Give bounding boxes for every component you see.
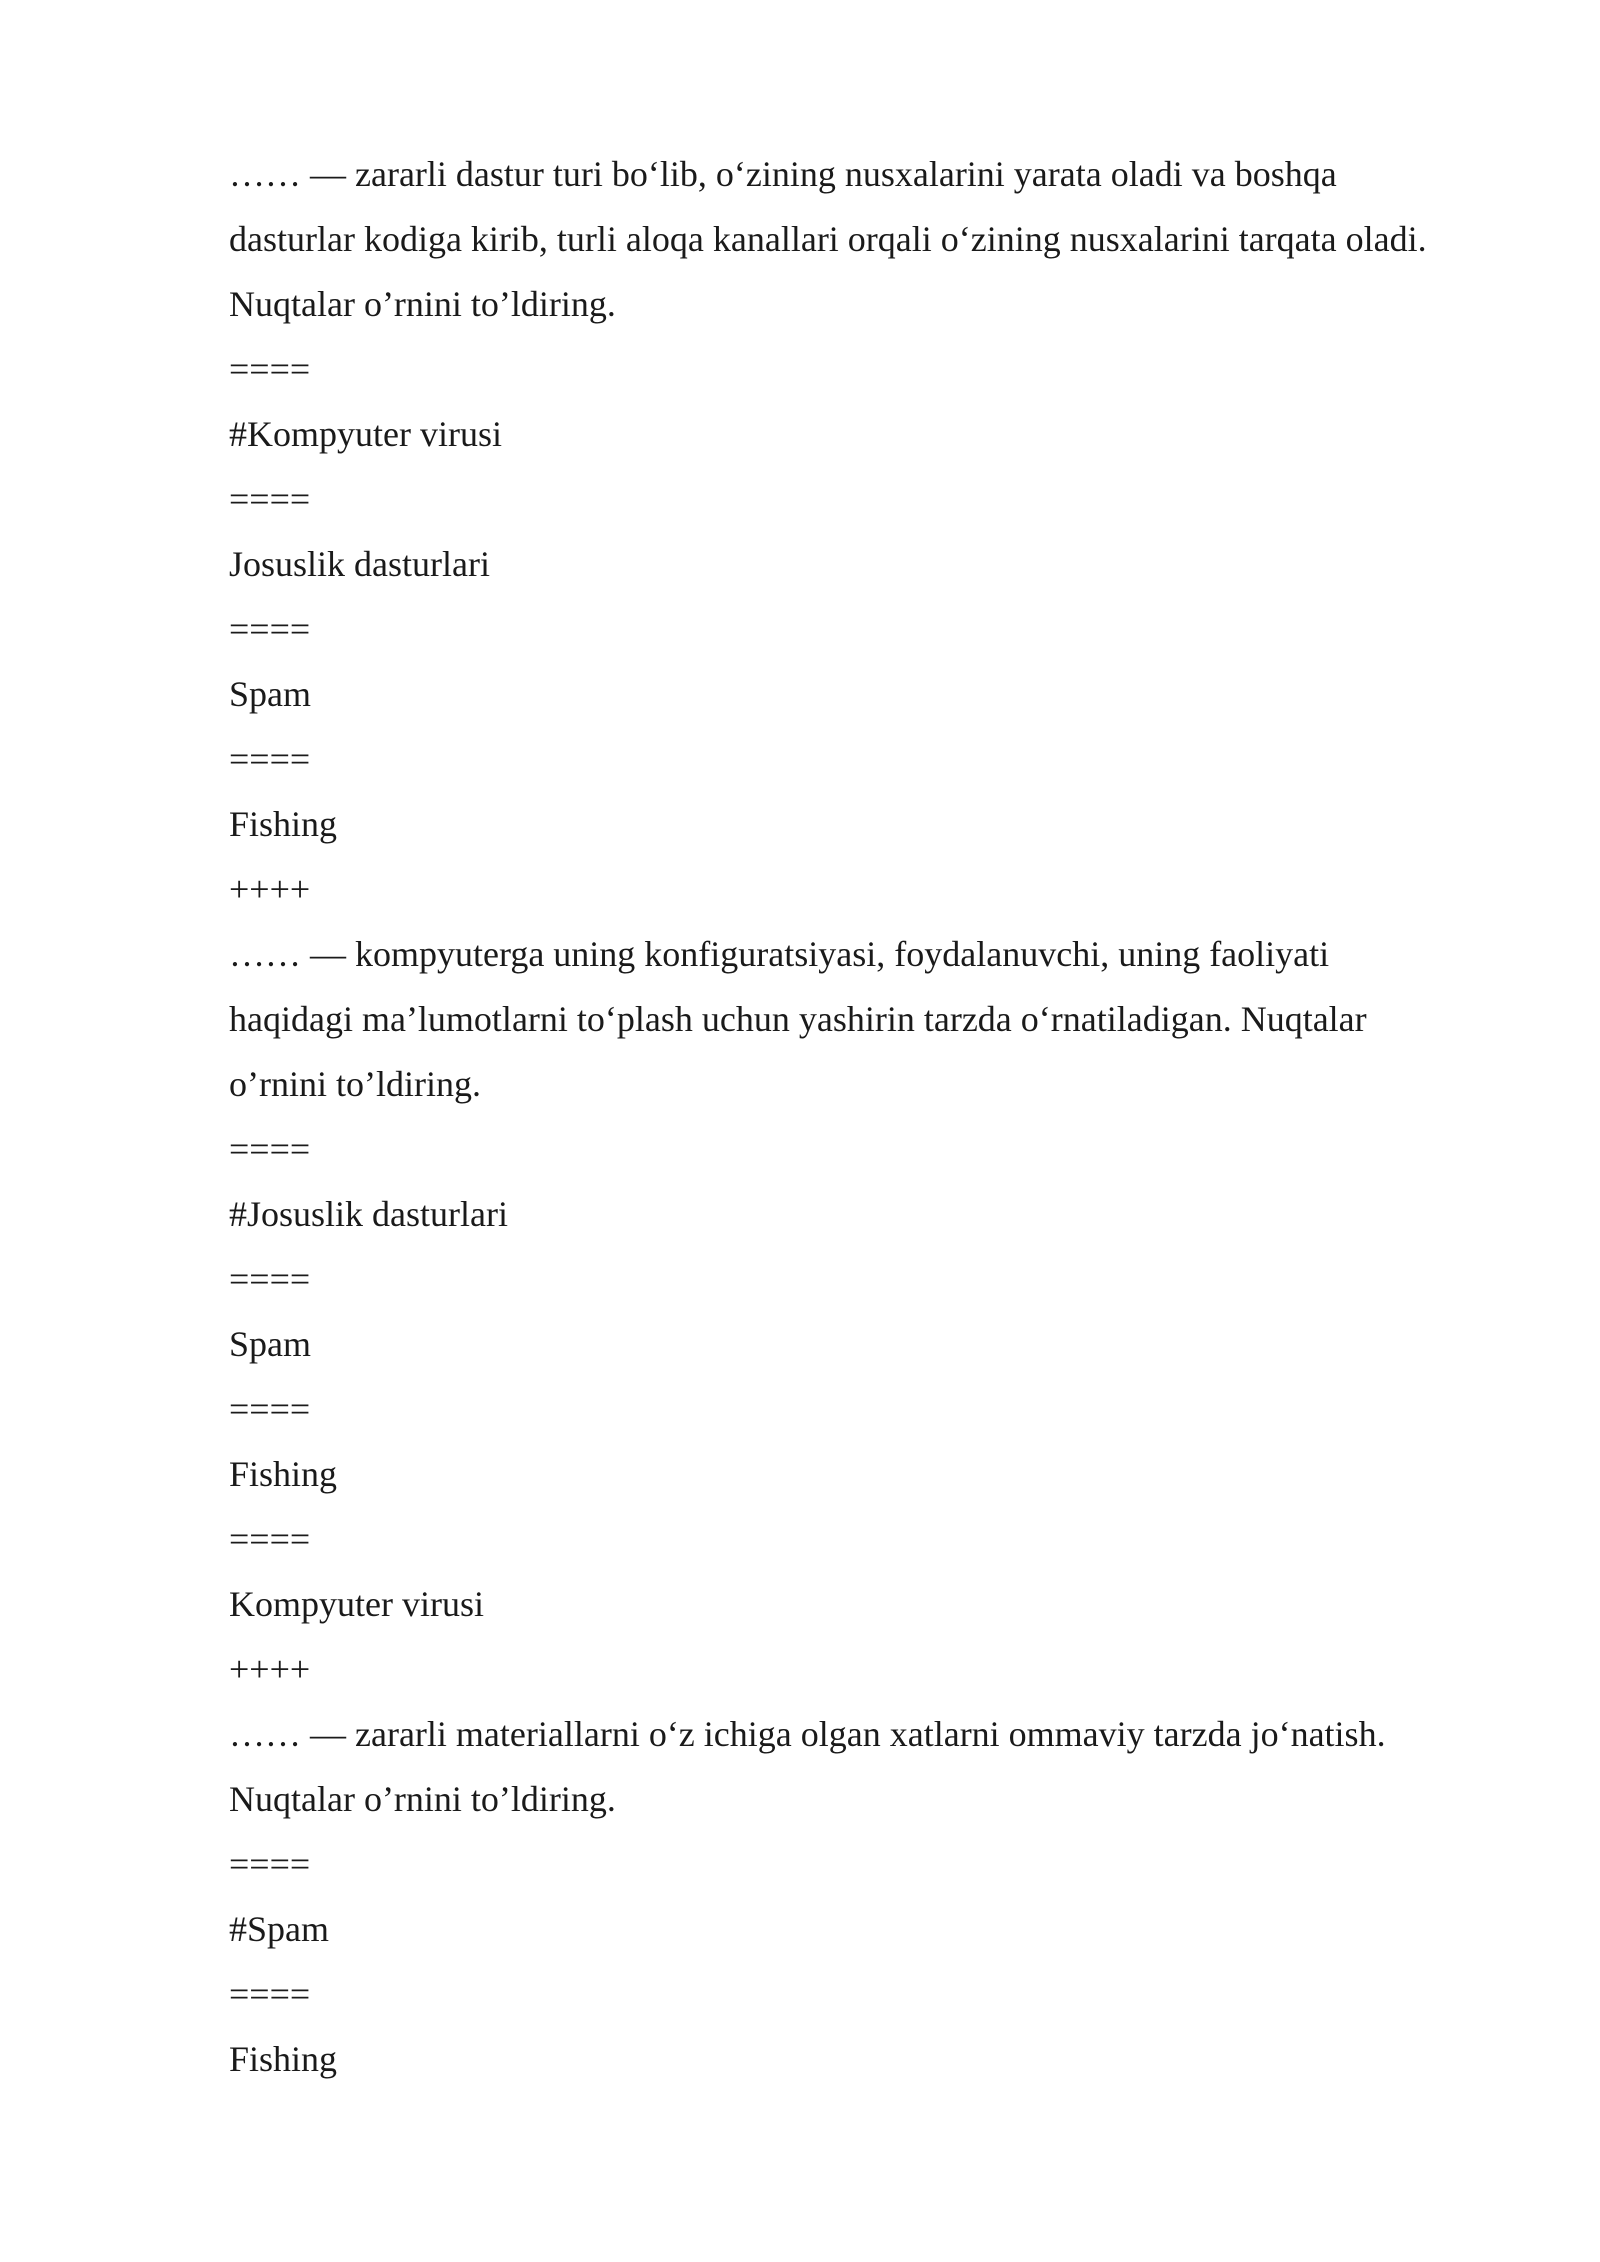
- option-separator: ====: [229, 479, 311, 519]
- answer-option: Fishing: [229, 2039, 338, 2079]
- answer-option: Spam: [229, 1324, 312, 1364]
- option-separator: ====: [229, 1974, 311, 2014]
- question-text-line: o’rnini to’ldiring.: [229, 1064, 481, 1104]
- answer-option-correct: #Spam: [229, 1909, 330, 1949]
- question-text-line: Nuqtalar o’rnini to’ldiring.: [229, 1779, 616, 1819]
- question-block: [229, 1702, 1529, 2092]
- option-separator: ====: [229, 739, 311, 779]
- question-text-line: …… — zararli dastur turi bo‘lib, o‘zining nusxalarini yarata oladi va boshqa: [229, 154, 1337, 194]
- answer-option: Fishing: [229, 1454, 338, 1494]
- answer-option: Josuslik dasturlari: [229, 544, 490, 584]
- answer-option: Spam: [229, 674, 312, 714]
- option-separator: ====: [229, 1259, 311, 1299]
- document-body: [229, 142, 1529, 2092]
- question-block: [229, 142, 1529, 922]
- answer-option-correct: #Josuslik dasturlari: [229, 1194, 508, 1234]
- question-text-line: …… — zararli materiallarni o‘z ichiga olgan xatlarni ommaviy tarzda jo‘natish.: [229, 1714, 1386, 1754]
- option-separator: ====: [229, 349, 311, 389]
- question-text-line: dasturlar kodiga kirib, turli aloqa kanallari orqali o‘zining nusxalarini tarqata oladi.: [229, 219, 1427, 259]
- question-end-marker: ++++: [229, 869, 311, 909]
- question-block: [229, 922, 1529, 1702]
- question-text-line: haqidagi ma’lumotlarni to‘plash uchun yashirin tarzda o‘rnatiladigan. Nuqtalar: [229, 999, 1367, 1039]
- option-separator: ====: [229, 1519, 311, 1559]
- option-separator: ====: [229, 609, 311, 649]
- question-text-line: Nuqtalar o’rnini to’ldiring.: [229, 284, 616, 324]
- answer-option: Kompyuter virusi: [229, 1584, 484, 1624]
- question-end-marker: ++++: [229, 1649, 311, 1689]
- option-separator: ====: [229, 1844, 311, 1884]
- option-separator: ====: [229, 1389, 311, 1429]
- option-separator: ====: [229, 1129, 311, 1169]
- answer-option: Fishing: [229, 804, 338, 844]
- answer-option-correct: #Kompyuter virusi: [229, 414, 502, 454]
- question-text-line: …… — kompyuterga uning konfiguratsiyasi, foydalanuvchi, uning faoliyati: [229, 934, 1330, 974]
